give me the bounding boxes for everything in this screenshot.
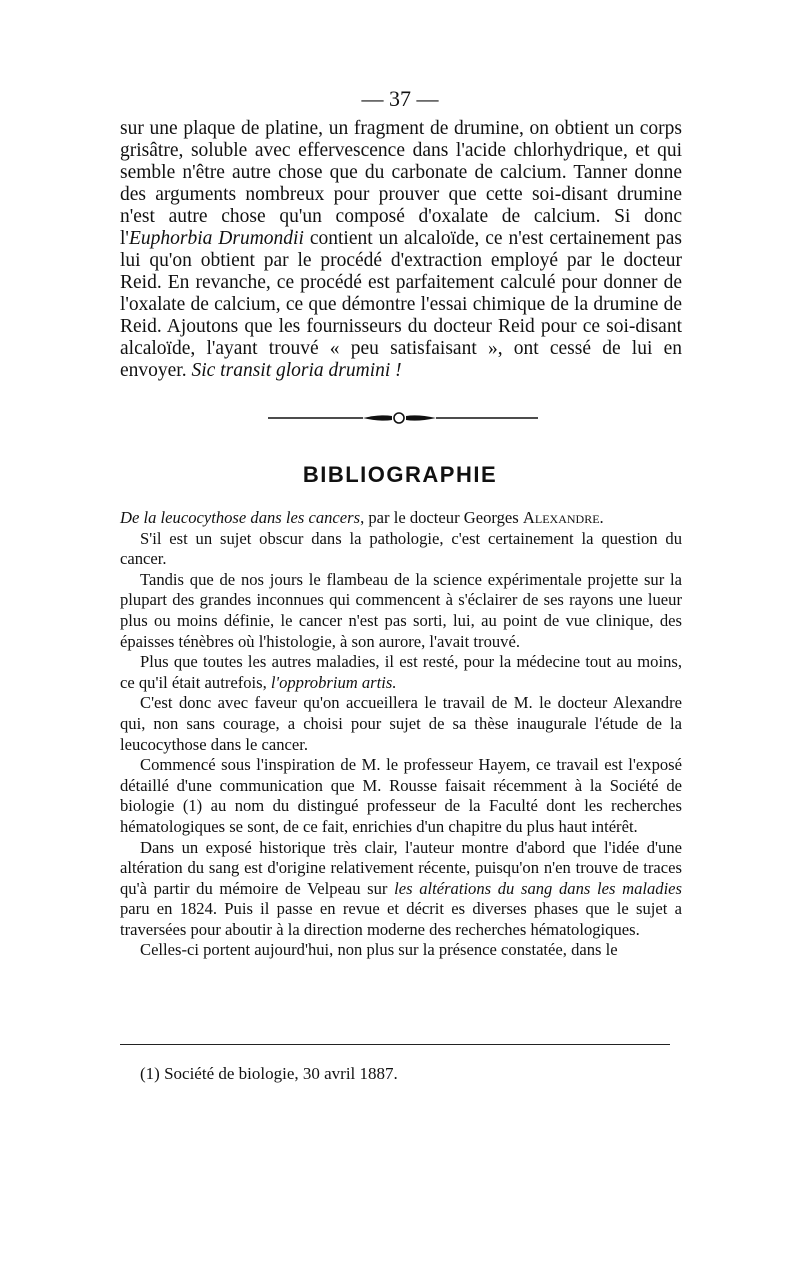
species-name: Euphorbia Drumondii (128, 228, 304, 249)
cited-work: les altérations du sang dans les maladies (394, 878, 682, 898)
paragraph: C'est donc avec faveur qu'on accueillera le travail de M. le docteur Alexandre qui, non sans courage, a choisi pour sujet de sa thèse inaugurale l'étude de la leucocythose dans le cancer. (120, 693, 682, 754)
page-number: — 37 — (361, 86, 439, 111)
paragraph: Tandis que de nos jours le flambeau de la science expérimentale projette sur la plupart des grandes inconnues qui commencent à s'éclairer de ses rayons une lueur plus ou moins définie, le cancer n'est pas sorti, lui, au point de vue clinique, des épaisses ténèbres où l'histologie, à son aurore, l'avait trouvé. (120, 569, 682, 651)
paragraph: S'il est un sujet obscur dans la pathologie, c'est certainement la question du cancer. (120, 528, 682, 569)
reference-title: De la leucocythose dans les cancers (120, 508, 361, 527)
bibliography-body (120, 508, 682, 961)
paragraph (120, 838, 682, 941)
section-title: BIBLIOGRAPHIE (302, 462, 498, 487)
text-run: contient un alcaloïde, ce n'est certainement pas lui qu'on obtient par le procédé d'extraction employé par le docteur Reid. En revanche, ce procédé est parfaitement calculé pour donner de l'oxalate de calcium, ce que démontre l'essai chimique de la drumine de Reid. Ajoutons que les fournisseurs du docteur Reid pour ce soi-disant alcaloïde, l'ayant trouvé « peu satisfaisant », ont cessé de lui en envoyer. (120, 228, 682, 381)
reference-author: Alexandre. (522, 508, 604, 527)
footnote: (1) Société de biologie, 30 avril 1887. (140, 1064, 398, 1083)
closing-quote: Sic transit gloria drumini ! (191, 360, 402, 381)
text-run: Dans un exposé historique très clair, l'auteur montre d'abord que l'idée d'une altération du sang est d'origine relativement récente, puisqu'on n'en trouve de traces qu'à partir du mémoire de Velpeau sur (120, 837, 682, 898)
latin-phrase: l'opprobrium artis. (270, 672, 397, 692)
paragraph: Celles-ci portent aujourd'hui, non plus sur la présence constatée, dans le (140, 940, 618, 960)
ornament-divider (268, 408, 538, 428)
paragraph (120, 652, 682, 693)
text-run: Plus que toutes les autres maladies, il est resté, pour la médecine tout au moins, ce qu'il était autrefois, (120, 652, 682, 692)
reference-line (120, 508, 682, 529)
footnote-rule (120, 1044, 670, 1045)
reference-mid: , par le docteur Georges (360, 508, 523, 527)
paragraph: Commencé sous l'inspiration de M. le professeur Hayem, ce travail est l'exposé détaillé d'une communication que M. Rousse faisait récemment à la Société de biologie (1) au nom du distingué professeur de la Faculté dont les recherches hématologiques se sont, de ce fait, enrichies d'un chapitre du plus haut intérêt. (120, 755, 682, 836)
opening-paragraph (120, 118, 682, 382)
text-run: paru en 1824. Puis il passe en revue et décrit es diverses phases que le sujet a traversées pour aboutir à la direction moderne des recherches hématologiques. (120, 899, 682, 939)
text-run: sur une plaque de platine, un fragment de drumine, on obtient un corps grisâtre, soluble avec effervescence dans l'acide chlorhydrique, et qui semble n'être autre chose que du carbonate de calcium. Tanner donne des arguments nombreux pour prouver que cette soi-disant drumine n'est autre chose qu'un composé d'oxalate de calcium. Si donc l' (120, 118, 682, 249)
